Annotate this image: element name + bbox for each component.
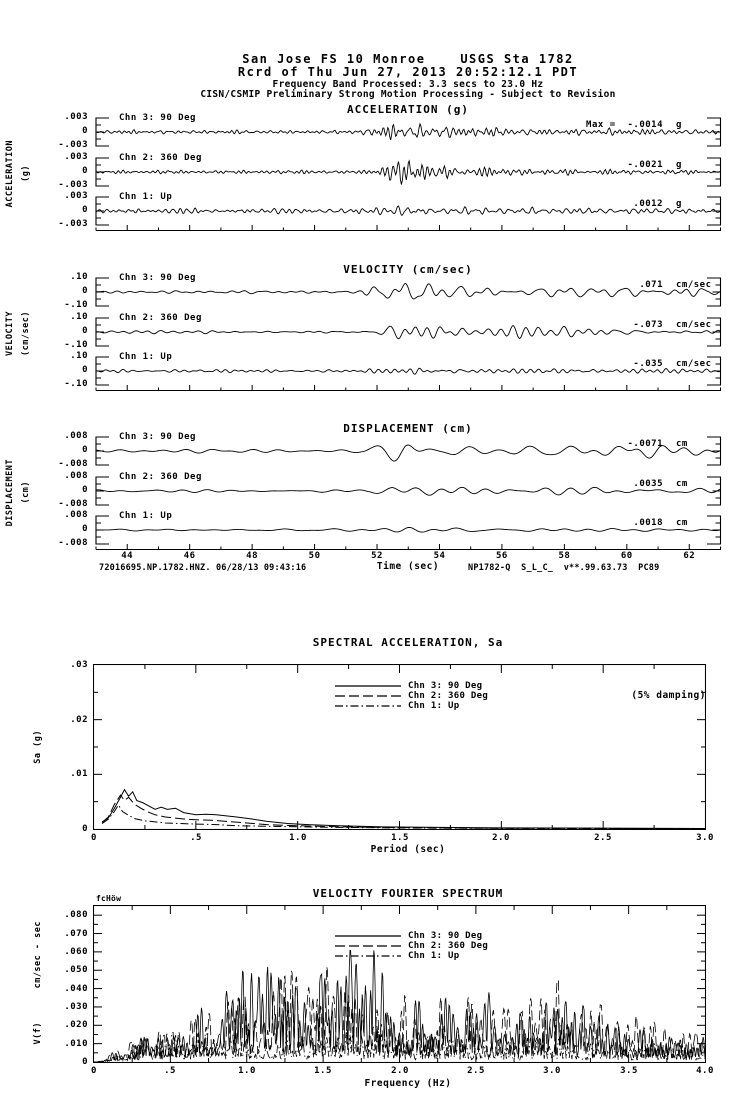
sa-x-tick-label: 1.0 — [289, 833, 307, 843]
fourier-x-tick-label: 2.5 — [467, 1066, 485, 1076]
y-axis-tick-label: .008 — [64, 510, 88, 520]
y-axis-tick-label: 0 — [82, 365, 88, 375]
y-axis-tick-label: 0 — [82, 286, 88, 296]
fourier-x-tick-label: 1.0 — [238, 1066, 256, 1076]
peak-value: -.0021 — [627, 160, 663, 170]
y-axis-tick-label: 0 — [82, 205, 88, 215]
peak-value: .071 — [639, 280, 663, 290]
fourier-chart-title: VELOCITY FOURIER SPECTRUM — [312, 887, 504, 900]
time-tick-label: 48 — [246, 551, 259, 561]
time-axis — [95, 383, 722, 392]
velocity-side-unit: (cm/sec) — [21, 311, 31, 356]
legend-chn2: Chn 2: 360 Deg — [408, 941, 489, 951]
peak-value: .0012 — [633, 199, 663, 209]
channel-label: Chn 3: 90 Deg — [119, 432, 196, 442]
fourier-y-tick-label: 0 — [82, 1057, 88, 1067]
fourier-y-tick-label: .020 — [64, 1020, 88, 1030]
y-axis-tick-label: 0 — [82, 166, 88, 176]
y-axis-tick-label: .008 — [64, 431, 88, 441]
frequency-band-note: Frequency Band Processed: 3.3 secs to 23.0 Hz — [272, 79, 544, 90]
sa-chart-title: SPECTRAL ACCELERATION, Sa — [312, 636, 504, 649]
displacement-side-label: DISPLACEMENT — [5, 458, 15, 527]
peak-unit: cm/sec — [676, 280, 712, 290]
sa-x-tick-label: 1.5 — [391, 833, 409, 843]
sa-y-axis-label: Sa (g) — [33, 730, 43, 764]
y-axis-tick-label: -.10 — [64, 300, 88, 310]
record-time: Rcrd of Thu Jun 27, 2013 20:52:12.1 PDT — [237, 65, 579, 79]
acceleration-side-unit: (g) — [21, 165, 31, 182]
sa-x-tick-label: 2.0 — [492, 833, 510, 843]
y-axis-tick-label: 0 — [82, 485, 88, 495]
time-tick-label: 56 — [495, 551, 508, 561]
peak-value: -.035 — [633, 359, 663, 369]
time-tick-label: 46 — [183, 551, 196, 561]
fourier-x-tick-label: .5 — [164, 1066, 176, 1076]
fourier-x-tick-label: 3.5 — [620, 1066, 638, 1076]
time-tick-label: 44 — [121, 551, 134, 561]
time-tick-label: 50 — [308, 551, 321, 561]
y-axis-tick-label: .10 — [70, 312, 88, 322]
damping-note: (5% damping) — [631, 690, 706, 701]
peak-unit: g — [676, 160, 682, 170]
channel-label: Chn 3: 90 Deg — [119, 113, 196, 123]
channel-label: Chn 1: Up — [119, 192, 173, 202]
y-axis-tick-label: -.003 — [58, 180, 88, 190]
y-axis-tick-label: -.008 — [58, 459, 88, 469]
record-id-footer: 72016695.NP.1782.HNZ. 06/28/13 09:43:16 — [99, 563, 307, 573]
y-axis-tick-label: 0 — [82, 445, 88, 455]
peak-value: .0035 — [633, 479, 663, 489]
fourier-y-tick-label: .070 — [64, 929, 88, 939]
filter-corner-note: fcHöw — [96, 894, 122, 903]
sa-x-tick-label: 3.0 — [696, 833, 714, 843]
y-axis-tick-label: 0 — [82, 126, 88, 136]
disp-chn3-strip — [0, 431, 739, 469]
fourier-x-tick-label: 3.0 — [543, 1066, 561, 1076]
sa-plot — [93, 664, 706, 830]
time-axis — [95, 223, 722, 232]
y-axis-tick-label: -.10 — [64, 340, 88, 350]
legend-chn3: Chn 3: 90 Deg — [408, 931, 483, 941]
fourier-y-tick-label: .080 — [64, 910, 88, 920]
time-axis-label: Time (sec) — [376, 561, 440, 572]
fourier-y-tick-label: .030 — [64, 1002, 88, 1012]
station-title: San Jose FS 10 Monroe USGS Sta 1782 — [242, 52, 574, 66]
peak-value: -.0071 — [627, 439, 663, 449]
legend-chn1: Chn 1: Up — [408, 951, 460, 961]
time-tick-label: 52 — [371, 551, 383, 561]
velocity-title: VELOCITY (cm/sec) — [343, 263, 473, 276]
fourier-y-tick-label: .040 — [64, 984, 88, 994]
y-axis-tick-label: 0 — [82, 326, 88, 336]
fourier-x-tick-label: 2.0 — [391, 1066, 409, 1076]
legend-chn1: Chn 1: Up — [408, 701, 460, 711]
y-axis-tick-label: -.008 — [58, 538, 88, 548]
period-axis-label: Period (sec) — [370, 844, 446, 855]
sa-y-tick-label: .02 — [70, 715, 88, 725]
y-axis-tick-label: -.003 — [58, 140, 88, 150]
sa-x-tick-label: 2.5 — [594, 833, 612, 843]
processing-note: CISN/CSMIP Preliminary Strong Motion Processing - Subject to Revision — [200, 89, 616, 100]
y-axis-tick-label: .003 — [64, 112, 88, 122]
y-axis-tick-label: 0 — [82, 524, 88, 534]
y-axis-tick-label: .008 — [64, 471, 88, 481]
peak-unit: g — [676, 199, 682, 209]
time-tick-label: 58 — [558, 551, 571, 561]
sa-y-tick-label: 0 — [82, 824, 88, 834]
displacement-side-unit: (cm) — [21, 481, 31, 504]
time-axis — [95, 542, 722, 551]
legend-chn2: Chn 2: 360 Deg — [408, 691, 489, 701]
time-tick-label: 54 — [433, 551, 446, 561]
fourier-x-tick-label: 1.5 — [314, 1066, 332, 1076]
vel-chn2-strip — [0, 312, 739, 350]
peak-unit: cm/sec — [676, 359, 712, 369]
y-axis-tick-label: -.003 — [58, 219, 88, 229]
frequency-axis-label: Frequency (Hz) — [364, 1078, 452, 1089]
y-axis-tick-label: .10 — [70, 272, 88, 282]
sa-y-tick-label: .03 — [70, 660, 88, 670]
channel-label: Chn 1: Up — [119, 352, 173, 362]
velocity-side-label: VELOCITY — [5, 311, 15, 356]
sa-y-tick-label: .01 — [70, 769, 88, 779]
time-tick-label: 62 — [683, 551, 696, 561]
legend-chn3: Chn 3: 90 Deg — [408, 681, 483, 691]
fourier-y-tick-label: .050 — [64, 965, 88, 975]
sa-x-tick-label: 0 — [91, 833, 97, 843]
fourier-y-tick-label: .010 — [64, 1039, 88, 1049]
accel-chn3-strip — [0, 112, 739, 150]
channel-label: Chn 2: 360 Deg — [119, 313, 202, 323]
peak-value: Max = -.0014 — [586, 120, 663, 130]
fourier-quantity-label: V(f) — [33, 1021, 43, 1045]
channel-label: Chn 1: Up — [119, 511, 173, 521]
y-axis-tick-label: .10 — [70, 351, 88, 361]
fourier-plot — [93, 905, 706, 1063]
peak-value: .0018 — [633, 518, 663, 528]
y-axis-tick-label: .003 — [64, 152, 88, 162]
displacement-title: DISPLACEMENT (cm) — [343, 422, 473, 435]
channel-label: Chn 2: 360 Deg — [119, 153, 202, 163]
channel-label: Chn 3: 90 Deg — [119, 273, 196, 283]
peak-value: -.073 — [633, 320, 663, 330]
fourier-y-tick-label: .060 — [64, 947, 88, 957]
peak-unit: cm — [676, 439, 688, 449]
sa-x-tick-label: .5 — [190, 833, 202, 843]
fourier-units-label: cm/sec - sec — [33, 921, 43, 989]
y-axis-tick-label: -.10 — [64, 379, 88, 389]
y-axis-tick-label: -.008 — [58, 499, 88, 509]
channel-label: Chn 2: 360 Deg — [119, 472, 202, 482]
fourier-x-tick-label: 0 — [91, 1066, 97, 1076]
processing-footer: NP1782-Q S_L_C_ v**.99.63.73 PC89 — [468, 563, 660, 573]
vel-chn3-strip — [0, 272, 739, 310]
peak-unit: cm — [676, 479, 688, 489]
peak-unit: cm/sec — [676, 320, 712, 330]
acceleration-title: ACCELERATION (g) — [347, 103, 469, 116]
peak-unit: g — [676, 120, 682, 130]
acceleration-side-label: ACCELERATION — [5, 139, 15, 208]
y-axis-tick-label: .003 — [64, 191, 88, 201]
time-tick-label: 60 — [620, 551, 633, 561]
peak-unit: cm — [676, 518, 688, 528]
fourier-x-tick-label: 4.0 — [696, 1066, 714, 1076]
